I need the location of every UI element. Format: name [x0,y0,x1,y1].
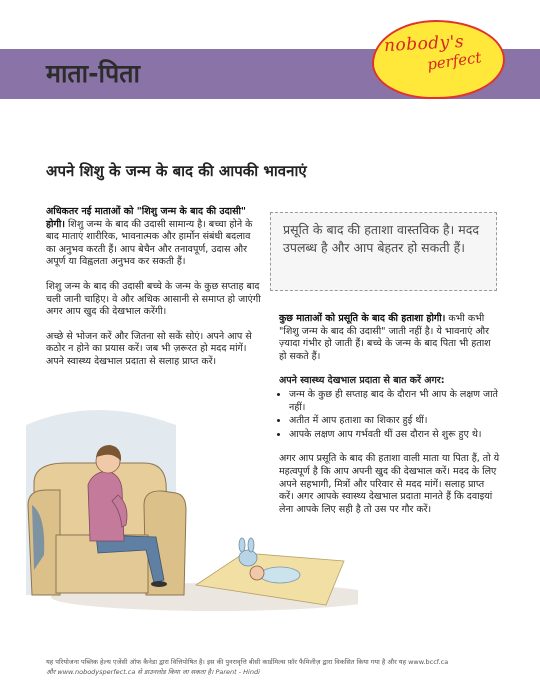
page-title: माता-पिता [46,59,140,88]
footer-credit-line: यह परियोजना पब्लिक हेल्थ एजेंसी ऑफ कैनेडा द्वारा वित्तिपोषित है। इस की पुनरावृत्ति बीसी कार्डमिल्स फ़ॉर फैमिलीज़ द्वारा विकसित किया गया है और यह www.bccf.ca [46,658,449,666]
right-paragraph-1 [279,313,501,363]
footer-download-line: और www.nobodysperfect.ca से डाउनलोड किया जा सकता है। Parent - Hindi [46,668,260,676]
woman-shoe [151,581,167,587]
right-paragraph-1-lead: कुछ माताओं को प्रसूति के बाद की हताशा होगी। [279,313,446,324]
list-item: • आपके लक्षण आप गर्भवती थीं उस दौरान से शुरू हुए थे। [289,429,501,442]
baby-body [260,567,300,583]
toy-bunny-ear [248,538,254,552]
callout-box: प्रसूति के बाद की हताशा वास्तविक है। मदद उपलब्ध है और आप बेहतर हो सकती हैं। [270,212,497,291]
parent-baby-illustration [26,365,358,615]
logo-text-nobodys: nobody's [383,31,465,57]
list-item: • जन्म के कुछ ही सप्ताह बाद के दौरान भी आप के लक्षण जाते नहीं। [289,389,501,414]
left-paragraph-1-lead: अधिकतर नई माताओं को "शिशु जन्म के बाद की उदासी" होगी। [46,206,246,230]
toy-bunny-ear [239,538,245,552]
left-paragraph-3: अच्छे से भोजन करें और जितना सो सकें सोएं। अपने आप से कठोर न होने का प्रयास करें। जब भी ज़रूरत हो मदद मांगें। अपने स्वास्थ्य देखभाल प्रदाता से सलाह प्राप्त करें। [46,330,252,367]
list-item: • अतीत में आप हताशा का शिकार हुई थीं। [289,415,501,428]
left-column [46,206,261,381]
toy-bunny-body [239,550,257,566]
footer [46,657,506,677]
logo-text-perfect: perfect [426,48,483,74]
baby-head [250,566,264,580]
right-paragraph-2: अगर आप प्रसूति के बाद की हताशा वाली माता या पिता हैं, तो ये महत्वपूर्ण है कि आप अपनी खुद की देखभाल करें। मदद के लिए अपने सहभागी, मित्रों और परिवार से मदद मांगें। सलाह प्राप्त करें। अगर आपके स्वास्थ्य देखभाल प्रदाता मानते हैं कि दवाइयां लेना आपके लिए सही है तो उस पर गौर करें। [279,453,500,515]
left-paragraph-1 [46,206,261,269]
left-paragraph-1-text: शिशु जन्म के बाद की उदासी सामान्य है। बच्चा होने के बाद माताएं शारीरिक, भावनात्मक और हार्मोन संबंधी बदलाव का अनुभव करती हैं। आप बेचैन और तनावपूर्ण, उदास और अपूर्ण या विह्वलता अनुभव कर सकती हैं। [46,218,253,268]
list-heading: अपने स्वास्थ्य देखभाल प्रदाता से बात करें अगर: [279,375,445,387]
left-paragraph-2: शिशु जन्म के बाद की उदासी बच्चे के जन्म के कुछ सप्ताह बाद चली जानी चाहिए। वे और अधिक आसानी से समाप्त हो जाएंगी अगर आप खुद की देखभाल करेंगी। [46,280,261,318]
section-heading: अपने शिशु के जन्म के बाद की आपकी भावनाएं [46,162,307,180]
right-paragraph-1-text: कभी कभी "शिशु जन्म के बाद की उदासी" जाती नहीं है। ये भावनाएं और ज़्यादा गंभीर हो जाती हैं। बच्चे के जन्म के बाद पिता भी हताश हो सकते हैं। [279,313,491,362]
